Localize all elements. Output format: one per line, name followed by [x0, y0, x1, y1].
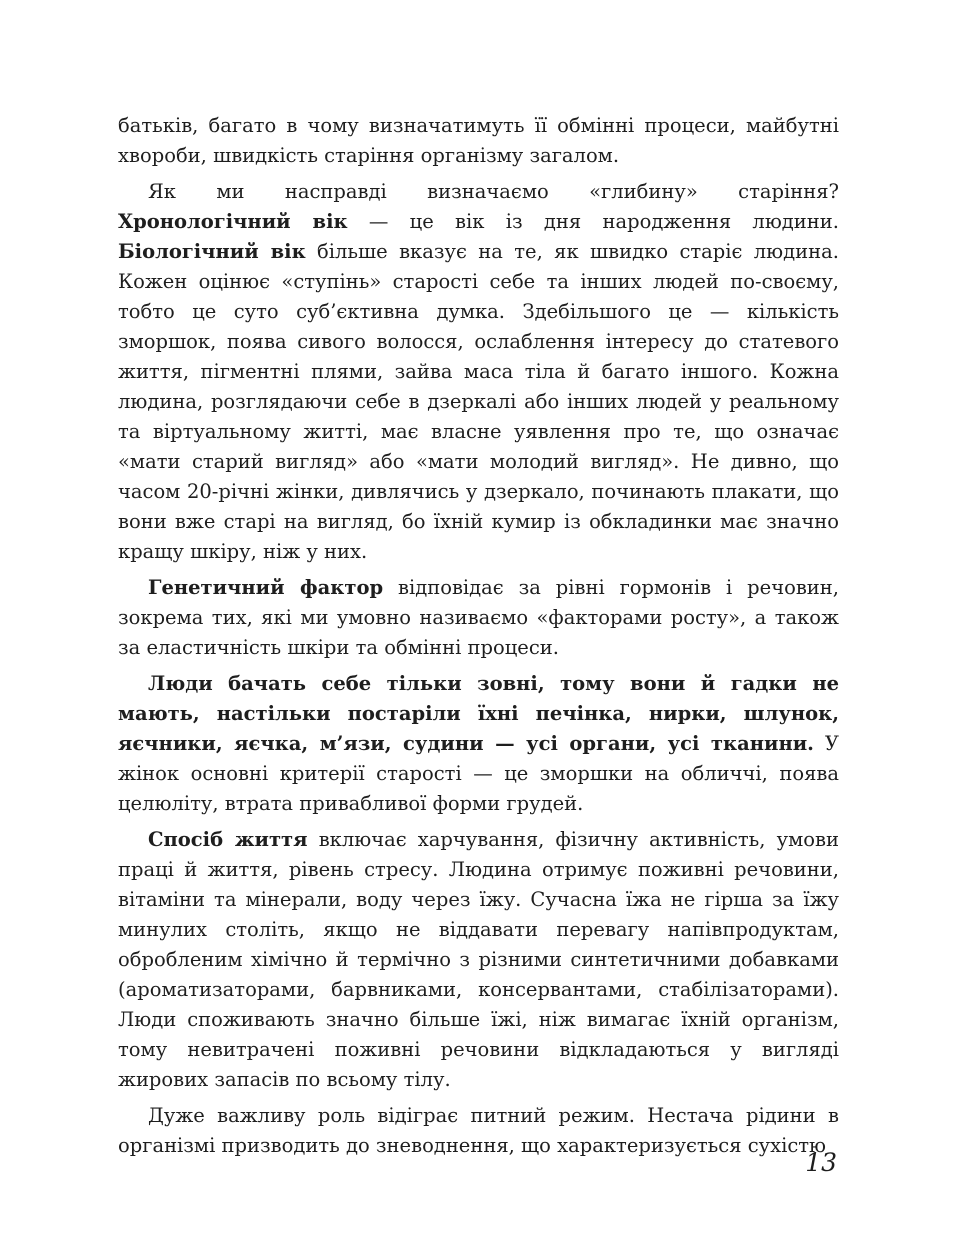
paragraph-text: більше вказує на те, як швидко старіє людина. Кожен оцінює «ступінь» старості себе та інших людей по-своєму, тобто це суто суб’єктивна думка. Здебільшого це — кількість зморшок, поява сивого волосся, ослаблення інтересу до статевого життя, пігментні плями, зайва маса тіла й багато іншого. Кожна людина, розглядаючи себе в дзеркалі або інших людей у реальному та віртуальному житті, має власне уявлення про те, що означає «мати старий вигляд» або «мати молодий вигляд». Не дивно, що часом 20-річні жінки, дивлячись у дзеркало, починають плакати, що вони вже старі на вигляд, бо їхній кумир із обкладинки має значно кращу шкіру, ніж у них.: [118, 240, 839, 563]
paragraph-text: відповідає за рівні гормонів і речовин, зокрема тих, які ми умовно називаємо «факторами росту», а також за еластичність шкіри та обмінні процеси.: [118, 576, 840, 659]
paragraph-text: — це вік із дня народження людини.: [347, 210, 839, 233]
paragraph-text: У жінок основні критерії старості — це зморшки на обличчі, поява целюліту, втрата привабливої форми грудей.: [118, 732, 839, 815]
emphasis-organs-statement: Люди бачать себе тільки зовні, тому вони й гадки не мають, настільки постаріли їхні печінка, нирки, шлунок, яєчники, яєчка, м’язи, судини — усі органи, усі тканини.: [118, 672, 839, 755]
paragraph-text: Як ми насправді визначаємо «глибину» старіння?: [148, 180, 839, 203]
page-number: 13: [805, 1148, 837, 1177]
page-body: [118, 111, 839, 1167]
paragraph-text: батьків, багато в чому визначатимуть її обмінні процеси, майбутні хвороби, швидкість старіння організму загалом.: [118, 114, 839, 167]
paragraph-organs: [118, 669, 839, 819]
paragraph-age-definitions: [118, 177, 839, 567]
paragraph-drinking-regime: [118, 1101, 839, 1161]
paragraph-continuation: [118, 111, 839, 171]
term-genetic-factor: Генетичний фактор: [148, 576, 384, 599]
paragraph-lifestyle: [118, 825, 839, 1095]
paragraph-text: включає харчування, фізичну активність, умови праці й життя, рівень стресу. Людина отримує поживні речовини, вітаміни та мінерали, воду через їжу. Сучасна їжа не гірша за їжу минулих століть, якщо не віддавати перевагу напівпродуктам, обробленим хімічно й термічно з різними синтетичними добавками (ароматизаторами, барвниками, консервантами, стабілізаторами). Люди споживають значно більше їжі, ніж вимагає їхній організм, тому невитрачені поживні речовини відкладаються у вигляді жирових запасів по всьому тілу.: [118, 828, 839, 1091]
term-biological-age: Біологічний вік: [118, 240, 306, 263]
term-lifestyle: Спосіб життя: [148, 828, 308, 851]
term-chronological-age: Хронологічний вік: [118, 210, 348, 233]
paragraph-text: Дуже важливу роль відіграє питний режим. Нестача рідини в організмі призводить до зневоднення, що характеризується сухістю: [118, 1104, 839, 1157]
paragraph-genetic-factor: [118, 573, 839, 663]
